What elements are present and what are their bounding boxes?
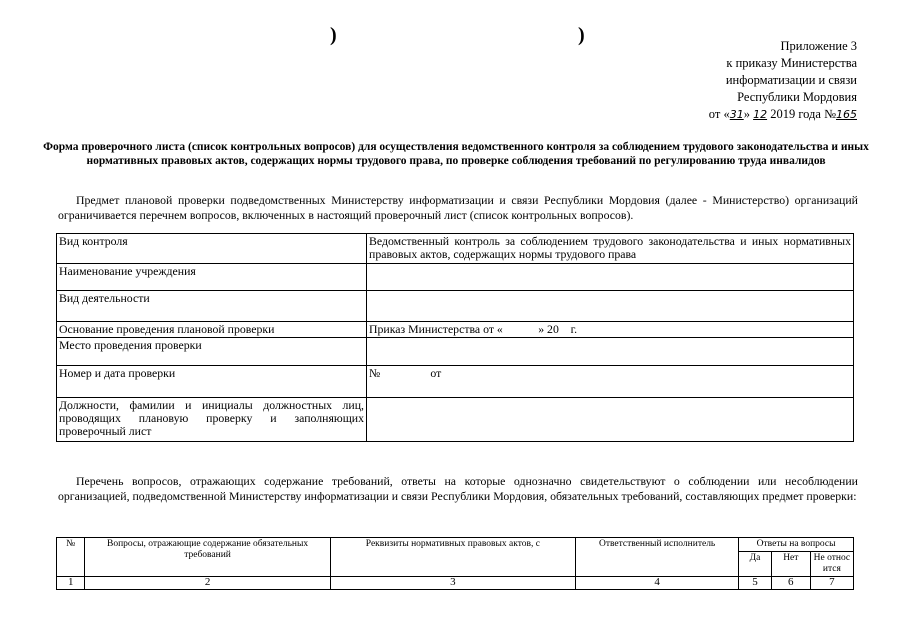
- col-number-5: 5: [739, 577, 772, 590]
- col-number-2: 2: [85, 577, 330, 590]
- date-day: 31: [729, 108, 744, 121]
- intro-text: Предмет плановой проверки подведомственных Министерству информатизации и связи Республики Мордовия (далее - Министерство) организаций ограничивается перечнем вопросов, включенных в настоящий проверочный лист (список контрольных вопросов).: [58, 193, 858, 222]
- number-date-value: № от: [367, 366, 854, 398]
- scan-mark-right: ): [578, 24, 585, 46]
- intro-paragraph: [58, 193, 858, 223]
- header-questions: Вопросы, отражающие содержание обязательных требований: [85, 538, 330, 577]
- scan-mark-left: ): [330, 24, 337, 46]
- col-number-7: 7: [810, 577, 853, 590]
- date-prefix: от «: [708, 107, 730, 121]
- basis-value: Приказ Министерства от « » 20 г.: [367, 322, 854, 338]
- appendix-line-4: Республики Мордовия: [737, 90, 857, 104]
- list-intro-paragraph: [58, 474, 858, 504]
- info-row-location: [57, 338, 854, 366]
- header-answers: Ответы на вопросы: [739, 538, 854, 552]
- date-month: 12: [753, 108, 768, 121]
- date-year: 2019 года №: [770, 107, 836, 121]
- inspection-info-table: [56, 233, 854, 442]
- appendix-line-1: Приложение 3: [780, 39, 857, 53]
- location-value: [367, 338, 854, 366]
- appendix-line-3: информатизации и связи: [725, 73, 857, 87]
- location-label: Место проведения проверки: [57, 338, 367, 366]
- questions-table: [56, 537, 854, 590]
- col-number-3: 3: [330, 577, 575, 590]
- institution-label: Наименование учреждения: [57, 264, 367, 291]
- info-row-number-date: [57, 366, 854, 398]
- date-mid: »: [743, 107, 750, 121]
- info-row-control-type: [57, 234, 854, 264]
- control-type-value: Ведомственный контроль за соблюдением трудового законодательства и иных нормативных правовых актов, содержащих нормы трудового права: [367, 234, 854, 264]
- header-yes: Да: [739, 552, 772, 577]
- control-type-label: Вид контроля: [57, 234, 367, 264]
- col-number-1: 1: [57, 577, 85, 590]
- col-number-4: 4: [576, 577, 739, 590]
- inspectors-value: [367, 398, 854, 442]
- header-not-applicable: Не относится: [810, 552, 853, 577]
- basis-label: Основание проведения плановой проверки: [57, 322, 367, 338]
- institution-value: [367, 264, 854, 291]
- appendix-line-2: к приказу Министерства: [726, 56, 857, 70]
- col-number-6: 6: [771, 577, 810, 590]
- info-row-inspectors: [57, 398, 854, 442]
- header-number: №: [57, 538, 85, 577]
- appendix-header: [709, 38, 857, 123]
- header-no-answer: Нет: [771, 552, 810, 577]
- number-date-label: Номер и дата проверки: [57, 366, 367, 398]
- info-row-basis: [57, 322, 854, 338]
- questions-header-row: [57, 538, 854, 552]
- info-row-activity: [57, 291, 854, 322]
- inspectors-label: Должности, фамилии и инициалы должностных лиц, проводящих плановую проверку и заполняющих проверочный лист: [57, 398, 367, 442]
- appendix-date-line: [709, 106, 857, 123]
- list-intro-text: Перечень вопросов, отражающих содержание требований, ответы на которые однозначно свидетельствуют о соблюдении или несоблюдении организацией, подведомственной Министерству информатизации и связи Республики Мордовия, обязательных требований, составляющих предмет проверки:: [58, 474, 858, 503]
- activity-value: [367, 291, 854, 322]
- header-executor: Ответственный исполнитель: [576, 538, 739, 577]
- info-row-institution: [57, 264, 854, 291]
- order-number: 165: [836, 108, 857, 121]
- form-title: Форма проверочного листа (список контрольных вопросов) для осуществления ведомственного контроля за соблюдением трудового законодательства и иных нормативных правовых актов, содержащих нормы трудового права, по проверке соблюдения требований по регулированию труда инвалидов: [43, 141, 869, 167]
- activity-label: Вид деятельности: [57, 291, 367, 322]
- header-requisites: Реквизиты нормативных правовых актов, с: [330, 538, 575, 577]
- column-numbers-row: [57, 577, 854, 590]
